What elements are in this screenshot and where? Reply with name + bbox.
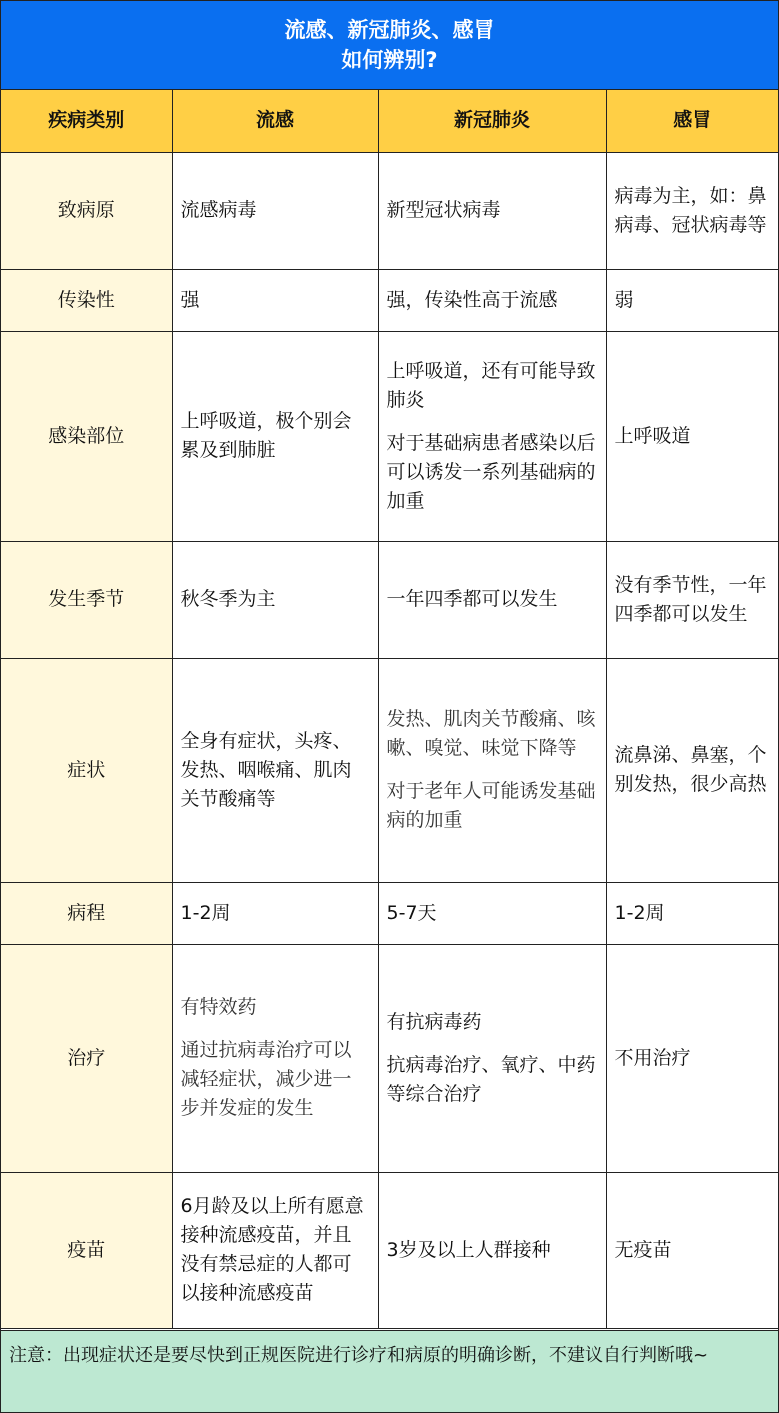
cell-text: 不用治疗 (614, 1046, 691, 1069)
cell-cold (606, 882, 778, 944)
table-header-row (1, 90, 778, 152)
cell-flu (172, 944, 378, 1172)
row-category: 治疗 (1, 944, 172, 1172)
cell-text: 病毒为主，如：鼻病毒、冠状病毒等 (614, 184, 767, 236)
cell-text: 上呼吸道 (614, 424, 691, 447)
row-category: 病程 (1, 882, 172, 944)
cell-text: 流鼻涕、鼻塞，个别发热，很少高热 (614, 744, 767, 795)
cell-covid (378, 269, 606, 331)
cell-text: 流感病毒 (180, 199, 257, 221)
row-category: 疫苗 (1, 1172, 172, 1328)
cell-text: 3岁及以上人群接种 (386, 1238, 551, 1261)
page-title (1, 1, 778, 90)
cell-text: 无疫苗 (614, 1238, 672, 1261)
table-row (1, 882, 778, 944)
cell-text: 弱 (614, 288, 634, 311)
row-category: 传染性 (1, 269, 172, 331)
cell-covid (378, 152, 606, 269)
cell-text: 1-2周 (614, 901, 665, 924)
table-row (1, 541, 778, 658)
header-cold: 感冒 (606, 90, 778, 152)
row-category: 致病原 (1, 152, 172, 269)
cell-text: 发热、肌肉关节酸痛、咳嗽、嗅觉、味觉下降等 (386, 708, 596, 759)
cell-cold (606, 331, 778, 541)
footer-note: 注意：出现症状还是要尽快到正规医院进行诊疗和病原的明确诊断，不建议自行判断哦~ (1, 1330, 778, 1412)
cell-cold (606, 1172, 778, 1328)
cell-covid (378, 541, 606, 658)
cell-text: 抗病毒治疗、氧疗、中药等综合治疗 (386, 1053, 596, 1105)
cell-covid (378, 944, 606, 1172)
header-flu: 流感 (172, 90, 378, 152)
cell-text: 一年四季都可以发生 (386, 588, 558, 610)
title-line-1: 流感、新冠肺炎、感冒 (284, 18, 495, 42)
table-row (1, 944, 778, 1172)
cell-text: 强 (180, 288, 200, 311)
cell-text: 6月龄及以上所有愿意接种流感疫苗，并且没有禁忌症的人都可以接种流感疫苗 (180, 1195, 364, 1304)
cell-flu (172, 152, 378, 269)
cell-cold (606, 269, 778, 331)
header-category: 疾病类别 (1, 90, 172, 152)
cell-cold (606, 541, 778, 658)
cell-text: 上呼吸道，还有可能导致肺炎 (386, 359, 596, 411)
cell-covid (378, 1172, 606, 1328)
cell-text: 上呼吸道，极个别会累及到肺脏 (180, 410, 352, 461)
cell-text: 没有季节性，一年四季都可以发生 (614, 573, 767, 625)
cell-flu (172, 882, 378, 944)
cell-flu (172, 269, 378, 331)
cell-flu (172, 658, 378, 882)
cell-cold (606, 152, 778, 269)
table-row (1, 269, 778, 331)
cell-text: 新型冠状病毒 (386, 199, 501, 221)
row-category: 症状 (1, 658, 172, 882)
cell-text: 全身有症状，头疼、发热、咽喉痛、肌肉关节酸痛等 (180, 729, 352, 810)
cell-covid (378, 331, 606, 541)
table-row (1, 331, 778, 541)
cell-text: 1-2周 (180, 901, 231, 924)
cell-text: 有特效药 (180, 996, 257, 1018)
table-row (1, 152, 778, 269)
cell-text: 对于老年人可能诱发基础病的加重 (386, 780, 596, 831)
cell-text: 对于基础病患者感染以后可以诱发一系列基础病的加重 (386, 431, 596, 512)
cell-text: 强，传染性高于流感 (386, 288, 558, 311)
cell-cold (606, 658, 778, 882)
row-category: 感染部位 (1, 331, 172, 541)
cell-covid (378, 658, 606, 882)
cell-flu (172, 541, 378, 658)
row-category: 发生季节 (1, 541, 172, 658)
cell-text: 通过抗病毒治疗可以减轻症状，减少进一步并发症的发生 (180, 1039, 352, 1119)
title-line-2: 如何辨别? (341, 48, 438, 72)
table-row (1, 1172, 778, 1328)
table-row (1, 658, 778, 882)
cell-text: 有抗病毒药 (386, 1010, 482, 1033)
cell-flu (172, 1172, 378, 1328)
cell-cold (606, 944, 778, 1172)
header-covid: 新冠肺炎 (378, 90, 606, 152)
cell-covid (378, 882, 606, 944)
comparison-table (1, 90, 778, 1329)
cell-text: 秋冬季为主 (180, 588, 276, 610)
cell-flu (172, 331, 378, 541)
cell-text: 5-7天 (386, 901, 437, 924)
